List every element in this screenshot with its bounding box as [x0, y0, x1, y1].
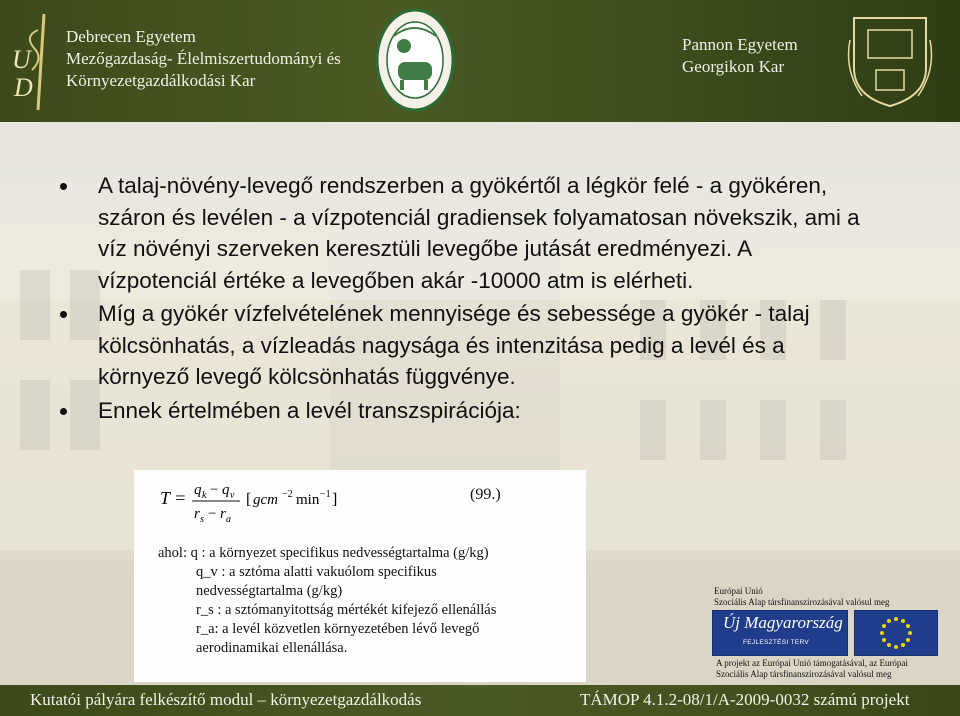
svg-text:D: D [14, 73, 33, 102]
svg-text:q: q [222, 482, 230, 498]
footer-project-id: TÁMOP 4.1.2-08/1/A-2009-0032 számú projekt [580, 690, 910, 709]
bullet-dot-icon [60, 311, 67, 318]
svg-text:U: U [12, 45, 31, 74]
header-banner [0, 0, 960, 122]
eu-flag-icon [854, 610, 938, 656]
svg-text:a: a [226, 514, 231, 525]
eu-top-caption: Európai Unió Szociális Alap társfinanszírozásával valósul meg [714, 586, 890, 607]
definition-line: ahol: q : a környezet specifikus nedvességtartalma (g/kg) [158, 545, 489, 561]
debrecen-logo-icon [8, 10, 56, 114]
university-name: Debrecen Egyetem Mezőgazdaság- Élelmiszertudományi és Környezetgazdálkodási Kar [66, 27, 341, 90]
svg-text:r: r [194, 506, 200, 522]
definition-line: q_v : a sztóma alatti vakuólom specifikus [196, 564, 437, 580]
bullet-dot-icon [60, 408, 67, 415]
svg-text:[: [ [246, 491, 252, 508]
definition-line: r_s : a sztómanyitottság mértékét kifejező ellenállás [196, 602, 497, 618]
footer-module-title: Kutatói pályára felkészítő modul – környezetgazdálkodás [30, 690, 422, 709]
svg-text:v: v [230, 490, 235, 501]
svg-text:T =: T = [160, 488, 187, 508]
svg-text:−: − [208, 506, 217, 522]
eu-funding-logos [712, 610, 942, 680]
formula-equation [134, 470, 464, 530]
footer-banner [0, 685, 960, 716]
svg-text:q: q [194, 482, 202, 498]
svg-text:s: s [200, 514, 204, 525]
definition-line: nedvességtartalma (g/kg) [196, 583, 343, 599]
equation-number: (99.) [470, 486, 501, 503]
svg-text:k: k [202, 490, 207, 501]
bullet-item: Míg a gyökér vízfelvételének mennyisége és sebessége a gyökér - talaj kölcsönhatás, a vízleadás nagysága és intenzitása pedig a levél és a környező levegő kölcsönhatás függvénye. [62, 298, 862, 393]
svg-text:gcm: gcm [253, 492, 278, 508]
definition-line: aerodinamikai ellenállása. [196, 640, 348, 656]
transpiration-formula [134, 470, 586, 682]
bullet-dot-icon [60, 183, 67, 190]
bullet-item: Ennek értelmében a levél transzspirációja: [62, 395, 862, 427]
bullet-list [62, 170, 862, 427]
svg-text:]: ] [332, 491, 338, 508]
svg-text:−1: −1 [320, 489, 331, 500]
svg-text:−2: −2 [282, 489, 293, 500]
definition-line: r_a: a levél közvetlen környezetében lévő levegő [196, 621, 480, 637]
bullet-item: A talaj-növény-levegő rendszerben a gyökértől a légkör felé - a gyökéren, száron és levélen - a vízpotenciál gradiensek folyamatosan növekszik, ami a víz növényi szerveken keresztüli levegőbe jutását eredményezi. A vízpotenciál értéke a levegőben akár -10000 atm is elérheti. [62, 170, 862, 296]
pannon-crest-icon [842, 10, 938, 112]
faculty-seal-icon [374, 6, 456, 114]
svg-text:−: − [210, 482, 219, 498]
eu-funding-caption: A projekt az Európai Unió támogatásával, az Európai Szociális Alap társfinanszírozásával valósul meg [716, 658, 908, 679]
uj-magyarorszag-logo: Új Magyarország FEJLESZTÉSI TERV [712, 610, 848, 656]
svg-text:min: min [296, 492, 320, 508]
pannon-name: Pannon Egyetem Georgikon Kar [682, 35, 798, 76]
svg-text:r: r [220, 506, 226, 522]
